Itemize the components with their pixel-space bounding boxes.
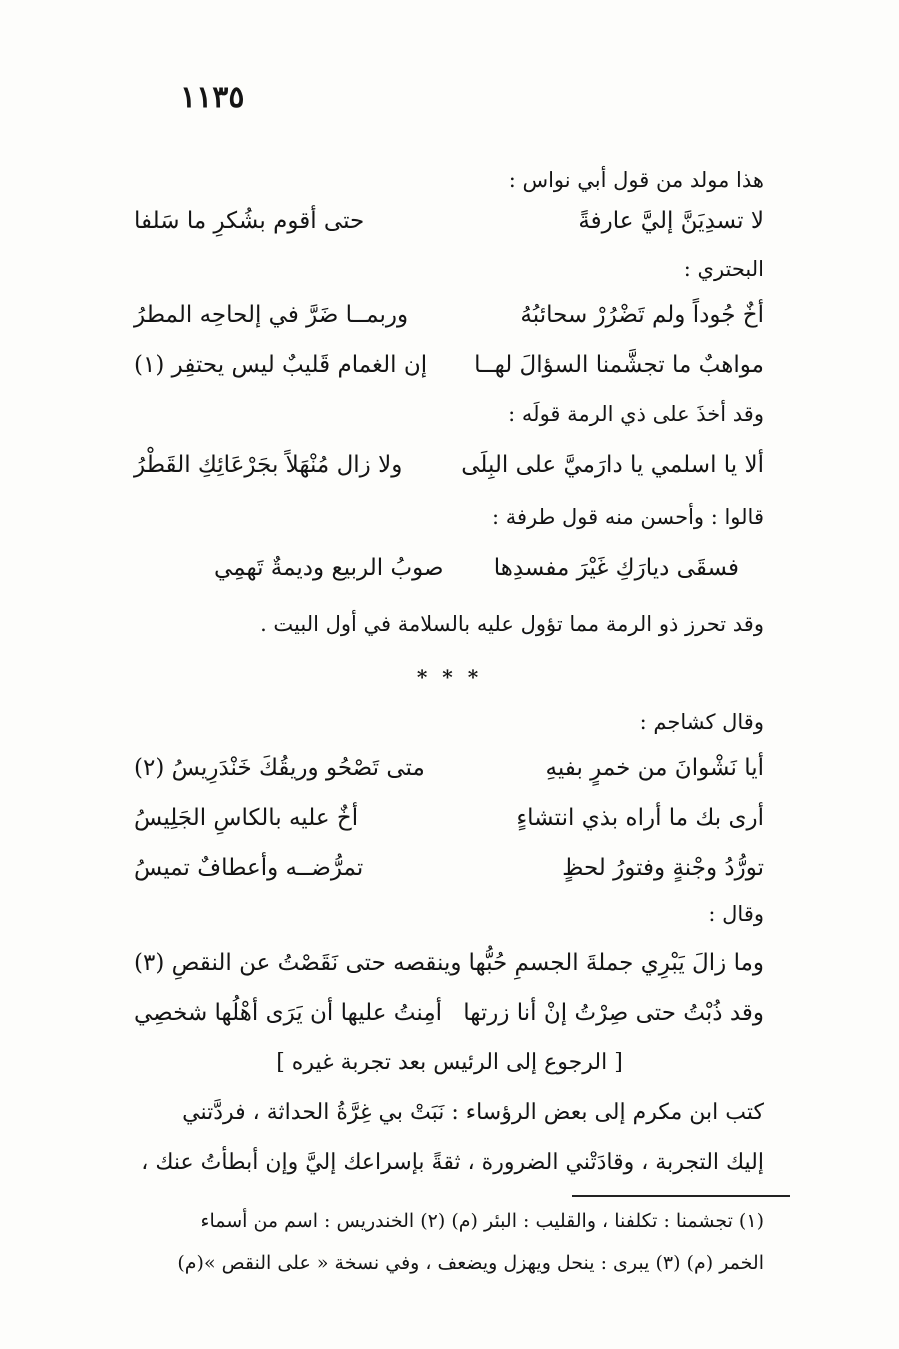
verse-second-hemistich: وينقصه حتى نَقَصْتُ عن النقصِ (٣) [134, 950, 462, 976]
verse-first-hemistich: تورُّدُ وجْنةٍ وفتورُ لحظٍ [562, 855, 764, 881]
intro-wa-qal: وقال : [708, 902, 764, 926]
footnote-divider [572, 1195, 790, 1197]
verse-second-hemistich: أخٌ عليه بالكاسِ الجَلِيسُ [134, 805, 359, 831]
intro-buhturi: البحتري : [683, 257, 764, 281]
prose-line-2: إليك التجربة ، وقادَتْني الضرورة ، ثقةً بإسراعك إليَّ وإن أبطأتُ عنك ، [141, 1150, 764, 1175]
verse-second-hemistich: حتى أقوم بشُكرِ ما سَلفا [134, 208, 365, 234]
verse-second-hemistich: صوبُ الربيع وديمةٌ تَهمِي [214, 555, 444, 581]
verse-first-hemistich: أيا نَشْوانَ من خمرٍ بفيهِ [545, 755, 764, 781]
verse-kushajim-1 [134, 755, 764, 799]
verse-second-hemistich: ولا زال مُنْهَلاً بجَرْعَائِكِ القَطْرُ [134, 452, 403, 478]
verse-second-hemistich: وربمــا ضَرَّ في إلحاحِه المطرُ [134, 302, 409, 328]
verse-kushajim-3 [134, 855, 764, 899]
verse-second-hemistich: إن الغمام قَليبٌ ليس يحتفِر (١) [134, 352, 428, 378]
verse-wa-qal-1 [134, 950, 764, 994]
verse-first-hemistich: لا تسدِيَنَّ إليَّ عارفةً [578, 208, 764, 234]
footnote-line-1: (١) تجشمنا : تكلفنا ، والقليب : البئر (م) (٢) الخندريس : اسم من أسماء [200, 1210, 764, 1232]
verse-first-hemistich: فسقَى ديارَكِ غَيْرَ مفسدِها [493, 555, 739, 581]
verse-dhu-rumma [134, 452, 764, 496]
intro-tarafa: قالوا : وأحسن منه قول طرفة : [492, 505, 764, 529]
verse-first-hemistich: مواهبٌ ما تجشَّمنا السؤالَ لهــا [474, 352, 764, 378]
intro-dhu-rumma: وقد أخذَ على ذي الرمة قولَه : [508, 402, 764, 426]
verse-second-hemistich: تمرُّضــه وأعطافٌ تميسُ [134, 855, 364, 881]
verse-abu-nuwas [134, 208, 764, 252]
footnote-line-2: الخمر (م) (٣) يبرى : ينحل ويهزل ويضعف ، وفي نسخة « على النقص »(م) [177, 1252, 764, 1274]
verse-tarafa [134, 555, 764, 599]
intro-abu-nuwas: هذا مولد من قول أبي نواس : [508, 168, 764, 192]
page-number: ١١٣٥ [180, 80, 245, 115]
verse-second-hemistich: متى تَصْحُو وريقُكَ خَنْدَرِيسُ (٢) [134, 755, 425, 781]
verse-buhturi-1 [134, 302, 764, 346]
verse-first-hemistich: وقد ذُبْتُ حتى صِرْتُ إنْ أنا زرتها [463, 1000, 764, 1026]
verse-wa-qal-2 [134, 1000, 764, 1044]
verse-second-hemistich: أمِنتُ عليها أن يَرَى أهْلُها شخصِي [134, 1000, 443, 1026]
verse-buhturi-2 [134, 352, 764, 396]
verse-first-hemistich: أخٌ جُوداً ولم تَضْرُرْ سحائبُهُ [520, 302, 764, 328]
section-separator: * * * [416, 665, 483, 689]
comment-dhu-rumma: وقد تحرز ذو الرمة مما تؤول عليه بالسلامة في أول البيت . [260, 612, 764, 636]
verse-kushajim-2 [134, 805, 764, 849]
section-heading: [ الرجوع إلى الرئيس بعد تجربة غيره ] [276, 1050, 623, 1075]
verse-first-hemistich: ألا يا اسلمي يا دارَميَّ على البِلَى [461, 452, 764, 478]
verse-first-hemistich: وما زالَ يَبْرِي جملةَ الجسمِ حُبُّها [468, 950, 764, 976]
prose-line-1: كتب ابن مكرم إلى بعض الرؤساء : نَبَتْ بي غِرَّةُ الحداثة ، فردَّتني [182, 1100, 764, 1125]
intro-kushajim: وقال كشاجم : [639, 710, 764, 734]
verse-first-hemistich: أرى بك ما أراه بذي انتشاءٍ [516, 805, 764, 831]
